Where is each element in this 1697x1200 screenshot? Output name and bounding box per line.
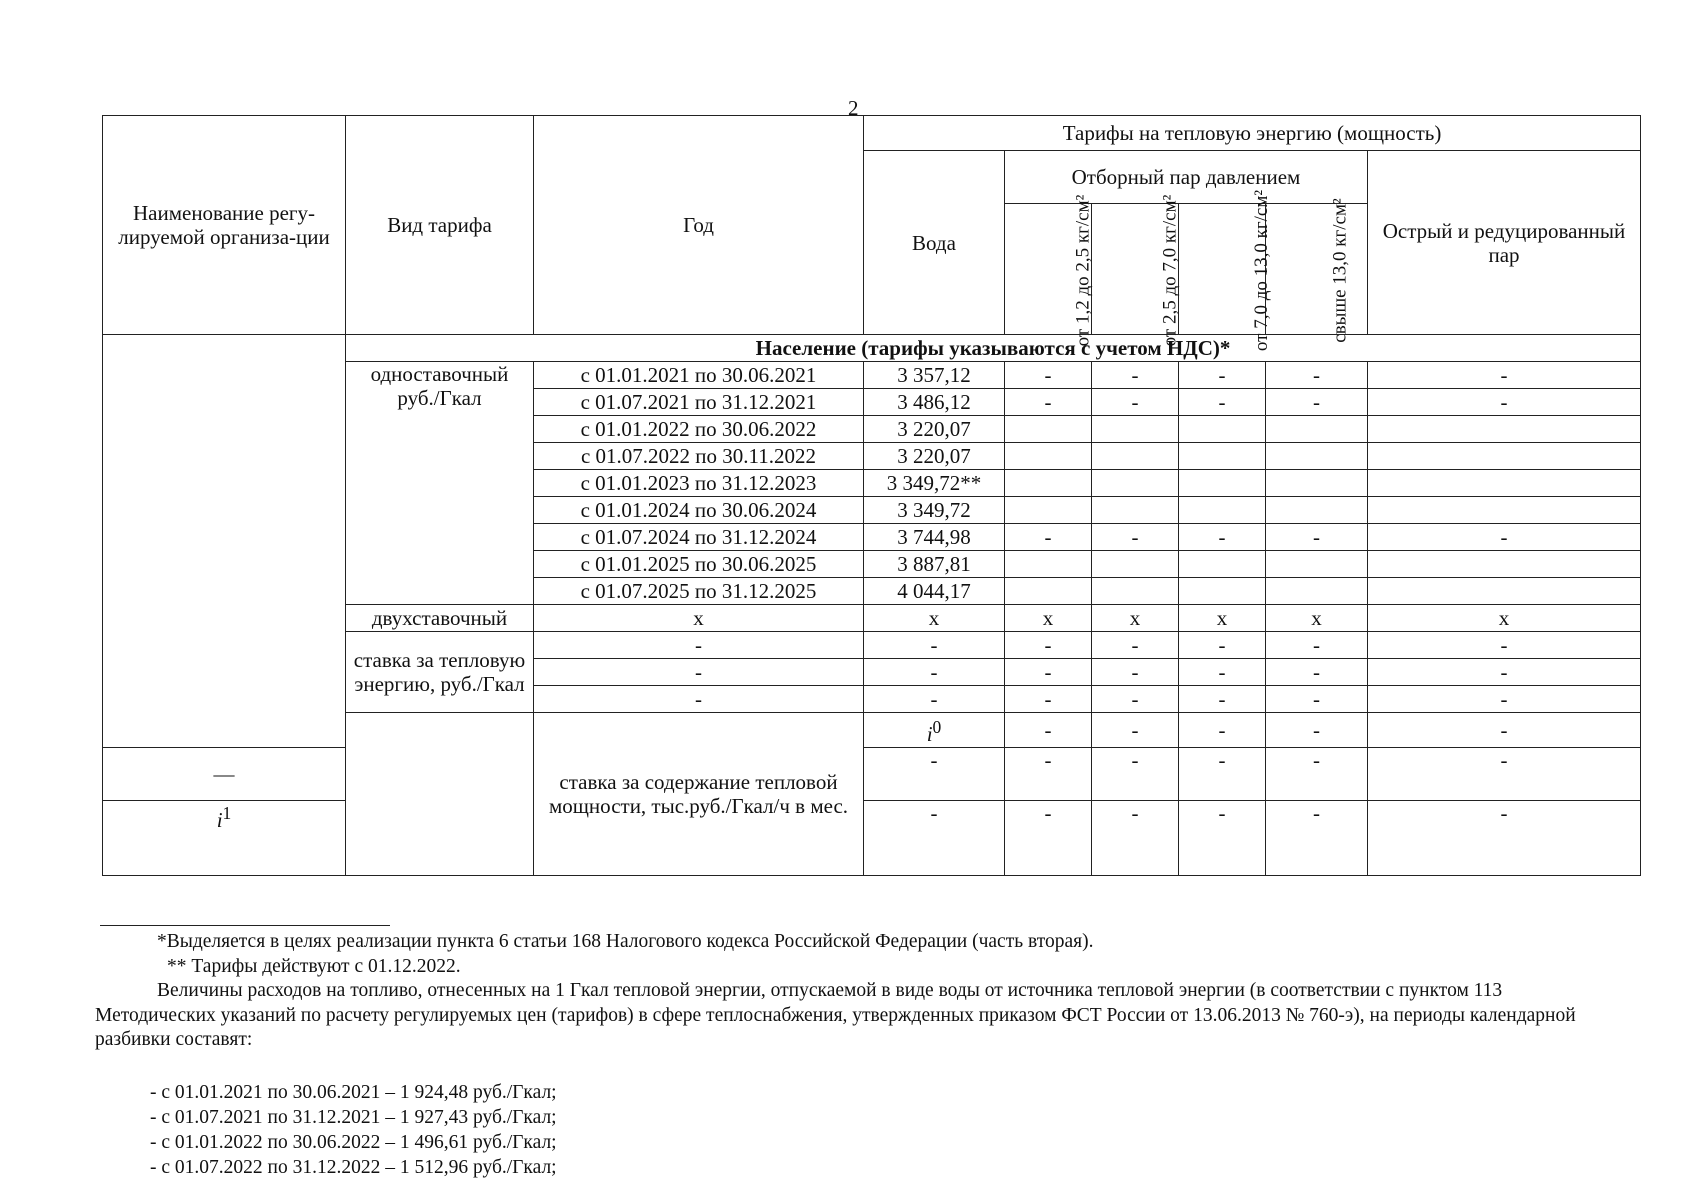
steam-value: -: [1266, 362, 1368, 389]
footnotes: [95, 930, 1605, 1053]
steam-value: [1179, 497, 1266, 524]
period-cell: с 01.01.2024 по 30.06.2024: [534, 497, 864, 524]
water-value: 3 349,72**: [864, 470, 1005, 497]
water-value: 3 349,72: [864, 497, 1005, 524]
water-value: 4 044,17: [864, 578, 1005, 605]
steam-value: [1005, 551, 1092, 578]
steam-value: -: [1092, 389, 1179, 416]
dash-cell: -: [1368, 686, 1641, 713]
sharp-steam-value: [1368, 551, 1641, 578]
footnote-tariff-date: ** Тарифы действуют с 01.12.2022.: [167, 955, 461, 977]
header-steam-col-2: от 2,5 до 7,0 кг/см²: [1092, 204, 1179, 335]
steam-value: [1005, 416, 1092, 443]
dash-cell: -: [864, 748, 1005, 801]
dash-cell: -: [1266, 659, 1368, 686]
steam-value: [1266, 578, 1368, 605]
period-cell: с 01.07.2021 по 31.12.2021: [534, 389, 864, 416]
footnote-divider: [100, 925, 390, 926]
steam-value: [1092, 497, 1179, 524]
steam-value: [1005, 497, 1092, 524]
dash-cell: -: [1005, 748, 1092, 801]
dash-cell: -: [1092, 748, 1179, 801]
water-value: 3 887,81: [864, 551, 1005, 578]
org-name-cell: [103, 335, 346, 748]
dash-cell: -: [1005, 801, 1092, 876]
steam-value: -: [1179, 524, 1266, 551]
two-rate-value: х: [864, 605, 1005, 632]
two-rate-value: х: [1092, 605, 1179, 632]
two-rate-label: двухставочный: [346, 605, 534, 632]
dash-cell: -: [1092, 632, 1179, 659]
dash-cell: -: [1266, 686, 1368, 713]
capacity-rate-label: ставка за содержание тепловой мощности, тыс.руб./Гкал/ч в мес.: [534, 713, 864, 876]
dash-cell: -: [1005, 632, 1092, 659]
water-value: 3 357,12: [864, 362, 1005, 389]
steam-value: [1179, 470, 1266, 497]
capacity-symbol-mid: —: [103, 748, 346, 801]
steam-value: [1092, 470, 1179, 497]
period-cell: с 01.01.2021 по 30.06.2021: [534, 362, 864, 389]
list-item: - с 01.07.2022 по 31.12.2022 – 1 512,96 руб./Гкал;: [150, 1157, 557, 1178]
steam-value: -: [1266, 389, 1368, 416]
steam-value: [1266, 416, 1368, 443]
steam-value: [1005, 578, 1092, 605]
two-rate-value: х: [1179, 605, 1266, 632]
header-tariffs-group: Тарифы на тепловую энергию (мощность): [864, 116, 1641, 151]
dash-cell: -: [1092, 713, 1179, 748]
dash-cell: -: [1266, 713, 1368, 748]
dash-cell: -: [864, 686, 1005, 713]
water-value: 3 220,07: [864, 443, 1005, 470]
water-value: 3 744,98: [864, 524, 1005, 551]
dash-cell: -: [1368, 659, 1641, 686]
steam-value: [1266, 443, 1368, 470]
dash-cell: -: [1179, 748, 1266, 801]
page-number: 2: [848, 96, 859, 120]
sharp-steam-value: [1368, 470, 1641, 497]
sharp-steam-value: -: [1368, 524, 1641, 551]
steam-value: -: [1179, 389, 1266, 416]
dash-cell: -: [1179, 632, 1266, 659]
single-rate-label: одноставочный руб./Гкал: [346, 362, 534, 605]
steam-value: [1179, 551, 1266, 578]
period-cell: с 01.01.2022 по 30.06.2022: [534, 416, 864, 443]
dash-cell: -: [864, 801, 1005, 876]
sharp-steam-value: [1368, 578, 1641, 605]
steam-value: [1179, 416, 1266, 443]
table-row: [103, 801, 1641, 876]
period-cell: с 01.07.2024 по 31.12.2024: [534, 524, 864, 551]
sharp-steam-value: [1368, 416, 1641, 443]
dash-cell: -: [1005, 659, 1092, 686]
dash-cell: -: [1092, 801, 1179, 876]
section-title: Население (тарифы указываются с учетом НДС)*: [346, 335, 1641, 362]
dash-cell: -: [534, 632, 864, 659]
sharp-steam-value: -: [1368, 362, 1641, 389]
water-value: 3 486,12: [864, 389, 1005, 416]
two-rate-value: х: [534, 605, 864, 632]
two-rate-value: х: [1266, 605, 1368, 632]
steam-value: -: [1092, 362, 1179, 389]
dash-cell: -: [1179, 686, 1266, 713]
org-name-cell-lower: [346, 713, 534, 876]
dash-cell: -: [534, 686, 864, 713]
heat-energy-rate-label: ставка за тепловую энергию, руб./Гкал: [346, 632, 534, 713]
dash-cell: -: [534, 659, 864, 686]
dash-cell: -: [1368, 748, 1641, 801]
period-cell: с 01.07.2022 по 30.11.2022: [534, 443, 864, 470]
steam-value: [1092, 578, 1179, 605]
footnote-vat: *Выделяется в целях реализации пункта 6 статьи 168 Налогового кодекса Российской Федерации (часть вторая).: [157, 931, 1094, 952]
fuel-costs-paragraph: Величины расходов на топливо, отнесенных на 1 Гкал тепловой энергии, отпускаемой в виде воды от источника тепловой энергии (в соответствии с пунктом 113 Методических указаний по расчету регулируемых цен (тарифов) в сфере теплоснабжения, утвержденных приказом ФСТ России от 13.06.2013 № 760-э), на периоды календарной разбивки составят:: [95, 980, 1576, 1050]
steam-value: [1266, 497, 1368, 524]
header-tariff-type: Вид тарифа: [346, 116, 534, 335]
header-steam-col-3: от 7,0 до 13,0 кг/см²: [1179, 204, 1266, 335]
dash-cell: -: [1179, 801, 1266, 876]
two-rate-value: х: [1005, 605, 1092, 632]
dash-cell: -: [1266, 632, 1368, 659]
period-cell: с 01.01.2023 по 31.12.2023: [534, 470, 864, 497]
table-row: [103, 748, 1641, 801]
sharp-steam-value: -: [1368, 389, 1641, 416]
dash-cell: -: [1179, 659, 1266, 686]
steam-value: -: [1179, 362, 1266, 389]
header-steam-col-4: свыше 13,0 кг/см²: [1266, 204, 1368, 335]
steam-value: [1179, 443, 1266, 470]
fuel-periods-list: [150, 1080, 557, 1180]
steam-value: -: [1005, 389, 1092, 416]
header-water: Вода: [864, 151, 1005, 335]
steam-value: -: [1005, 362, 1092, 389]
header-year: Год: [534, 116, 864, 335]
steam-value: [1092, 443, 1179, 470]
header-org-name: Наименование регу-лируемой организа-ции: [103, 116, 346, 335]
period-cell: с 01.01.2025 по 30.06.2025: [534, 551, 864, 578]
steam-value: [1092, 416, 1179, 443]
sharp-steam-value: [1368, 443, 1641, 470]
steam-value: [1266, 551, 1368, 578]
dash-cell: -: [1005, 686, 1092, 713]
dash-cell: -: [1266, 801, 1368, 876]
header-steam-group: Отборный пар давлением: [1005, 151, 1368, 204]
water-value: 3 220,07: [864, 416, 1005, 443]
dash-cell: -: [1005, 713, 1092, 748]
list-item: - с 01.01.2022 по 30.06.2022 – 1 496,61 руб./Гкал;: [150, 1132, 557, 1153]
steam-value: [1092, 551, 1179, 578]
header-sharp-steam: Острый и редуцированный пар: [1368, 151, 1641, 335]
steam-value: [1005, 470, 1092, 497]
dash-cell: -: [1368, 801, 1641, 876]
capacity-symbol-i1: $i^1$: [103, 801, 346, 876]
sharp-steam-value: [1368, 497, 1641, 524]
dash-cell: -: [1266, 748, 1368, 801]
steam-value: -: [1092, 524, 1179, 551]
steam-value: [1179, 578, 1266, 605]
tariff-table: [102, 115, 1641, 876]
steam-value: [1266, 470, 1368, 497]
two-rate-value: х: [1368, 605, 1641, 632]
dash-cell: -: [1368, 632, 1641, 659]
steam-value: -: [1005, 524, 1092, 551]
dash-cell: -: [864, 632, 1005, 659]
period-cell: с 01.07.2025 по 31.12.2025: [534, 578, 864, 605]
header-steam-col-1: от 1,2 до 2,5 кг/см²: [1005, 204, 1092, 335]
list-item: - с 01.01.2021 по 30.06.2021 – 1 924,48 руб./Гкал;: [150, 1082, 557, 1103]
capacity-symbol-i0: $i^0$: [864, 713, 1005, 748]
dash-cell: -: [1092, 686, 1179, 713]
steam-value: [1005, 443, 1092, 470]
dash-cell: -: [1092, 659, 1179, 686]
list-item: - с 01.07.2021 по 31.12.2021 – 1 927,43 руб./Гкал;: [150, 1107, 557, 1128]
dash-cell: -: [1179, 713, 1266, 748]
dash-cell: -: [1368, 713, 1641, 748]
dash-cell: -: [864, 659, 1005, 686]
steam-value: -: [1266, 524, 1368, 551]
